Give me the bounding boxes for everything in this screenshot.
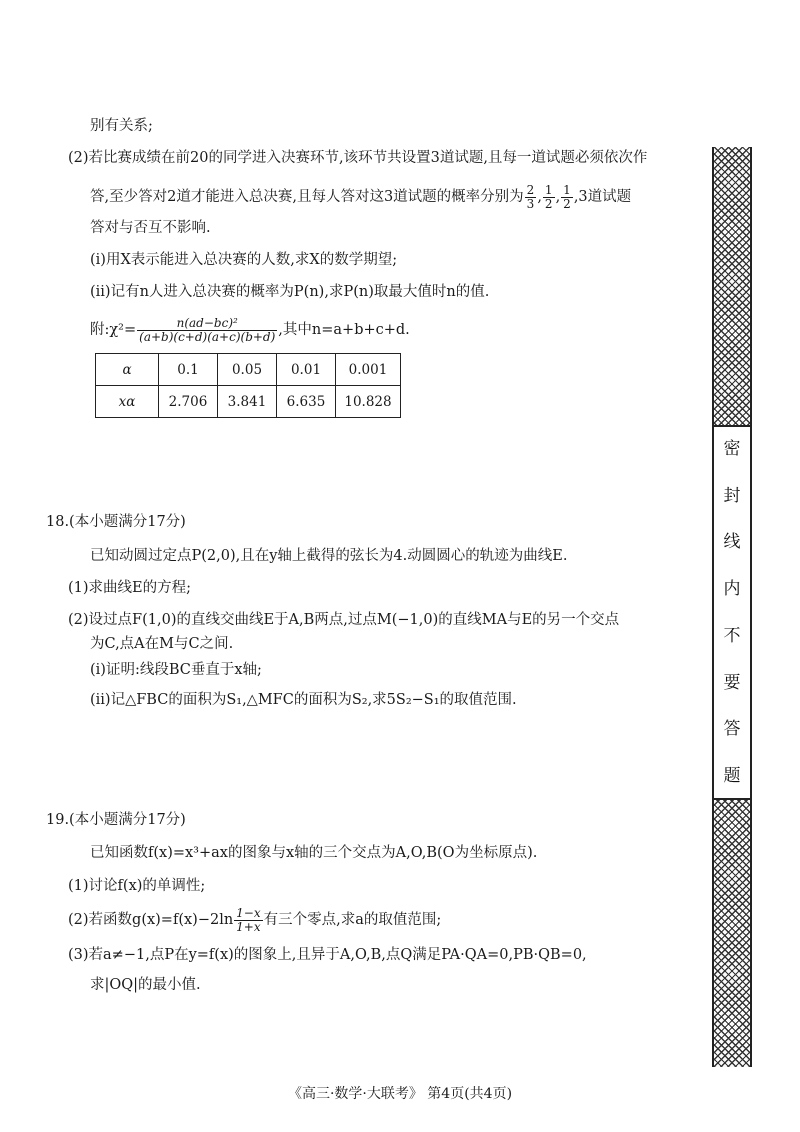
table-cell: 0.05 <box>218 354 277 386</box>
seal-char: 要 <box>723 672 741 693</box>
table-cell: 10.828 <box>336 386 401 418</box>
table-row <box>96 354 401 386</box>
q19-header: 19.(本小题满分17分) <box>46 812 186 828</box>
prob-fraction-2: $\frac{1}{2}$ <box>544 182 553 211</box>
q18-header: 18.(本小题满分17分) <box>46 514 186 530</box>
q19-part3-line1: (3)若a≠−1,点P在y=f(x)的图象上,且异于A,O,B,点Q满足PA·QA=0,PB·QB=0, <box>68 947 587 963</box>
q19-part2-prefix: (2)若函数g(x)=f(x)−2ln <box>68 912 234 928</box>
appendix-suffix: ,其中n=a+b+c+d. <box>278 322 410 338</box>
q18-stem: 已知动圆过定点P(2,0),且在y轴上截得的弦长为4.动圆圆心的轨迹为曲线E. <box>90 548 568 564</box>
q17-part2-line2-text: 答,至少答对2道才能进入总决赛,且每人答对这3道试题的概率分别为 <box>90 189 524 205</box>
seal-char: 线 <box>723 532 741 553</box>
q19-part2 <box>68 904 441 936</box>
q17-part2-line2-tail: ,3道试题 <box>573 189 632 205</box>
prob-fraction-1: $\frac{2}{3}$ <box>526 182 535 211</box>
table-cell: 0.01 <box>277 354 336 386</box>
table-cell: 2.706 <box>159 386 218 418</box>
q18-sub-i: (ⅰ)证明:线段BC垂直于x轴; <box>90 662 262 678</box>
table-row-label: α <box>96 354 159 386</box>
q17-part2-line2: 答,至少答对2道才能进入总决赛,且每人答对这3道试题的概率分别为 $\frac{2}{3}$ , $\frac{1}{2}$ , $\frac{1}{2}$ ,3道试题 <box>90 182 632 211</box>
table-cell: 3.841 <box>218 386 277 418</box>
seal-line-label <box>714 425 750 800</box>
q18-part2-line1: (2)设过点F(1,0)的直线交曲线E于A,B两点,过点M(−1,0)的直线MA与E的另一个交点 <box>68 612 620 628</box>
table-cell: 6.635 <box>277 386 336 418</box>
prob-fraction-3: $\frac{1}{2}$ <box>563 182 571 211</box>
q17-part2-line1: (2)若比赛成绩在前20的同学进入决赛环节,该环节共设置3道试题,且每一道试题必须依次作 <box>68 150 648 166</box>
continuation-text: 别有关系; <box>90 118 153 134</box>
seal-char: 题 <box>723 765 741 786</box>
q17-part2-line3: 答对与否互不影响. <box>90 220 211 236</box>
q19-part1: (1)讨论f(x)的单调性; <box>68 878 206 894</box>
seal-char: 内 <box>723 579 741 600</box>
q18-part1: (1)求曲线E的方程; <box>68 580 192 596</box>
appendix-formula <box>90 314 410 346</box>
q17-sub-i: (ⅰ)用X表示能进入总决赛的人数,求X的数学期望; <box>90 252 398 268</box>
critical-value-table <box>95 353 401 418</box>
seal-char: 答 <box>723 719 741 740</box>
q18-part2-line2: 为C,点A在M与C之间. <box>90 636 234 652</box>
seal-char: 封 <box>723 485 741 506</box>
q19-part3-line2: 求|OQ|的最小值. <box>90 977 201 993</box>
table-cell: 0.001 <box>336 354 401 386</box>
page-footer: 《高三·数学·大联考》 第4页(共4页) <box>287 1086 513 1102</box>
q19-stem: 已知函数f(x)=x³+ax的图象与x轴的三个交点为A,O,B(O为坐标原点). <box>90 845 538 861</box>
q19-part2-suffix: 有三个零点,求a的取值范围; <box>263 912 442 928</box>
table-row-label: xα <box>96 386 159 418</box>
seal-line-strip <box>712 147 752 1067</box>
log-argument-fraction: $\frac{1-x}{1+x}$ <box>236 905 261 934</box>
table-row <box>96 386 401 418</box>
table-cell: 0.1 <box>159 354 218 386</box>
seal-char: 密 <box>723 439 741 459</box>
q18-sub-ii: (ⅱ)记△FBC的面积为S₁,△MFC的面积为S₂,求5S₂−S₁的取值范围. <box>90 692 517 708</box>
chi-square-fraction: $\frac{\text{n(ad−bc)²}}{(a+b)(c+d)(a+c)(b+d)}$ <box>139 315 276 344</box>
q17-sub-ii: (ⅱ)记有n人进入总决赛的概率为P(n),求P(n)取最大值时n的值. <box>90 284 490 300</box>
seal-char: 不 <box>723 625 741 646</box>
appendix-prefix: 附:χ²= <box>90 322 137 338</box>
